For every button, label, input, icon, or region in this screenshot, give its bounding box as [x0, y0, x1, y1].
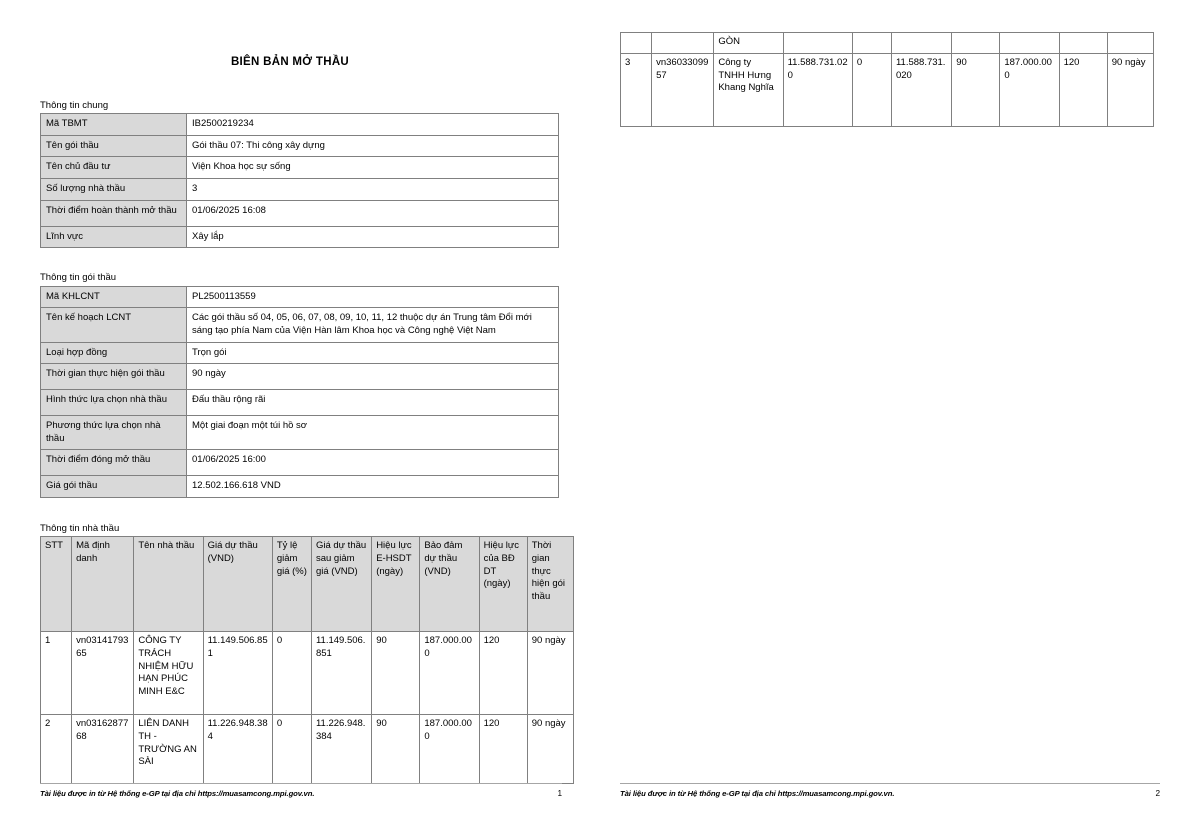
cell-hieu-luc-bddt — [1059, 33, 1107, 54]
table-row — [41, 476, 559, 498]
section-label-package: Thông tin gói thầu — [40, 272, 117, 284]
column-header-hieu-luc-bddt: Hiệu lực của BĐ DT (ngày) — [479, 537, 527, 632]
cell-ma-dinh-danh: vn0316287768 — [72, 715, 134, 784]
cell-ty-le-giam-gia: 0 — [272, 715, 311, 784]
row-label: Thời gian thực hiện gói thầu — [41, 364, 187, 390]
cell-thoi-gian-thuc-hien: 90 ngày — [1107, 54, 1153, 127]
row-value: Xây lắp — [187, 226, 559, 248]
cell-hieu-luc-ehsdt: 90 — [372, 715, 420, 784]
cell-ma-dinh-danh: vn0314179365 — [72, 632, 134, 715]
row-value: Các gói thầu số 04, 05, 06, 07, 08, 09, 10, 11, 12 thuộc dự án Trung tâm Đổi mới sáng tạo phía Nam của Viện Hàn lâm Khoa học và Công nghệ Việt Nam — [187, 308, 559, 342]
cell-ten-nha-thau: LIÊN DANH TH - TRƯỜNG AN SÀI — [134, 715, 203, 784]
page-2-body — [620, 0, 1180, 127]
table-row — [41, 632, 574, 715]
cell-gia-du-thau — [783, 33, 852, 54]
cell-gia-sau-giam-gia: 11.149.506.851 — [311, 632, 371, 715]
page-1-footer — [40, 783, 562, 798]
table-row-continued — [621, 33, 1154, 54]
column-header-hieu-luc-ehsdt: Hiệu lực E-HSDT (ngày) — [372, 537, 420, 632]
cell-bao-dam-du-thau: 187.000.000 — [420, 715, 479, 784]
page-number: 2 — [1155, 789, 1160, 798]
bidders-table-continued — [620, 32, 1154, 127]
page-1-body — [40, 0, 580, 784]
column-header-ma-dinh-danh: Mã định danh — [72, 537, 134, 632]
cell-ten-nha-thau: CÔNG TY TRÁCH NHIỆM HỮU HẠN PHÚC MINH E&C — [134, 632, 203, 715]
cell-thoi-gian-thuc-hien — [1107, 33, 1153, 54]
cell-hieu-luc-bddt: 120 — [479, 715, 527, 784]
document-page-2 — [600, 0, 1200, 816]
cell-hieu-luc-bddt: 120 — [1059, 54, 1107, 127]
row-value: Một giai đoạn một túi hồ sơ — [187, 416, 559, 450]
row-label: Loại hợp đồng — [41, 342, 187, 364]
cell-gia-du-thau: 11.588.731.020 — [783, 54, 852, 127]
page-title: BIÊN BẢN MỞ THẦU — [230, 56, 350, 68]
row-label: Tên chủ đầu tư — [41, 157, 187, 179]
row-label: Mã TBMT — [41, 114, 187, 136]
page-2-footer — [620, 783, 1160, 798]
cell-hieu-luc-bddt: 120 — [479, 632, 527, 715]
page-number: 1 — [557, 789, 562, 798]
footer-note: Tài liệu được in từ Hệ thống e-GP tại địa chỉ https://muasamcong.mpi.gov.vn. — [40, 789, 315, 798]
cell-hieu-luc-ehsdt: 90 — [952, 54, 1000, 127]
cell-bao-dam-du-thau: 187.000.000 — [420, 632, 479, 715]
table-row — [41, 416, 559, 450]
table-row — [41, 179, 559, 201]
cell-ty-le-giam-gia: 0 — [272, 632, 311, 715]
row-label: Thời điểm đóng mở thầu — [41, 450, 187, 476]
row-value: 3 — [187, 179, 559, 201]
cell-ma-dinh-danh — [652, 33, 714, 54]
row-value: Đấu thầu rộng rãi — [187, 390, 559, 416]
row-value: 01/06/2025 16:00 — [187, 450, 559, 476]
cell-ma-dinh-danh: vn3603309957 — [652, 54, 714, 127]
table-row — [41, 114, 559, 136]
cell-ty-le-giam-gia: 0 — [852, 54, 891, 127]
column-header-stt: STT — [41, 537, 72, 632]
bidders-table — [40, 536, 574, 784]
row-label: Lĩnh vực — [41, 226, 187, 248]
section-label-general: Thông tin chung — [40, 99, 109, 111]
cell-bao-dam-du-thau: 187.000.000 — [1000, 54, 1059, 127]
table-row — [41, 226, 559, 248]
cell-stt — [621, 33, 652, 54]
row-label: Tên kế hoạch LCNT — [41, 308, 187, 342]
general-info-table — [40, 113, 559, 248]
row-label: Giá gói thầu — [41, 476, 187, 498]
row-value: 01/06/2025 16:08 — [187, 200, 559, 226]
table-header-row — [41, 537, 574, 632]
cell-thoi-gian-thuc-hien: 90 ngày — [527, 632, 573, 715]
package-info-table — [40, 286, 559, 498]
row-value: 90 ngày — [187, 364, 559, 390]
cell-stt: 3 — [621, 54, 652, 127]
cell-ten-nha-thau: GÒN — [714, 33, 783, 54]
row-label: Hình thức lựa chọn nhà thầu — [41, 390, 187, 416]
table-row — [41, 200, 559, 226]
row-label: Mã KHLCNT — [41, 286, 187, 308]
row-label: Số lượng nhà thầu — [41, 179, 187, 201]
row-value: 12.502.166.618 VND — [187, 476, 559, 498]
cell-gia-du-thau: 11.226.948.384 — [203, 715, 272, 784]
footer-note: Tài liệu được in từ Hệ thống e-GP tại địa chỉ https://muasamcong.mpi.gov.vn. — [620, 789, 895, 798]
cell-thoi-gian-thuc-hien: 90 ngày — [527, 715, 573, 784]
cell-ty-le-giam-gia — [852, 33, 891, 54]
table-row — [41, 715, 574, 784]
row-value: Viện Khoa học sự sống — [187, 157, 559, 179]
table-row — [41, 286, 559, 308]
cell-hieu-luc-ehsdt: 90 — [372, 632, 420, 715]
cell-stt: 1 — [41, 632, 72, 715]
table-row — [41, 308, 559, 342]
table-row — [41, 135, 559, 157]
cell-gia-du-thau: 11.149.506.851 — [203, 632, 272, 715]
column-header-gia-du-thau: Giá dự thầu (VND) — [203, 537, 272, 632]
cell-gia-sau-giam-gia: 11.226.948.384 — [311, 715, 371, 784]
row-value: Gói thầu 07: Thi công xây dựng — [187, 135, 559, 157]
cell-bao-dam-du-thau — [1000, 33, 1059, 54]
column-header-gia-sau-giam-gia: Giá dự thầu sau giảm giá (VND) — [311, 537, 371, 632]
cell-gia-sau-giam-gia — [891, 33, 951, 54]
row-label: Thời điểm hoàn thành mở thầu — [41, 200, 187, 226]
row-label: Tên gói thầu — [41, 135, 187, 157]
table-row — [41, 364, 559, 390]
cell-hieu-luc-ehsdt — [952, 33, 1000, 54]
column-header-thoi-gian-thuc-hien: Thời gian thực hiện gói thầu — [527, 537, 573, 632]
column-header-ty-le-giam-gia: Tỷ lệ giảm giá (%) — [272, 537, 311, 632]
table-row — [41, 390, 559, 416]
column-header-bao-dam-du-thau: Bảo đảm dự thầu (VND) — [420, 537, 479, 632]
table-row — [41, 450, 559, 476]
cell-gia-sau-giam-gia: 11.588.731.020 — [891, 54, 951, 127]
section-label-bidders: Thông tin nhà thầu — [40, 523, 120, 535]
row-value: PL2500113559 — [187, 286, 559, 308]
cell-stt: 2 — [41, 715, 72, 784]
row-label: Phương thức lựa chọn nhà thầu — [41, 416, 187, 450]
table-row — [41, 157, 559, 179]
cell-ten-nha-thau: Công ty TNHH Hưng Khang Nghĩa — [714, 54, 783, 127]
row-value: Trọn gói — [187, 342, 559, 364]
table-row — [41, 342, 559, 364]
row-value: IB2500219234 — [187, 114, 559, 136]
column-header-ten-nha-thau: Tên nhà thầu — [134, 537, 203, 632]
table-row — [621, 54, 1154, 127]
